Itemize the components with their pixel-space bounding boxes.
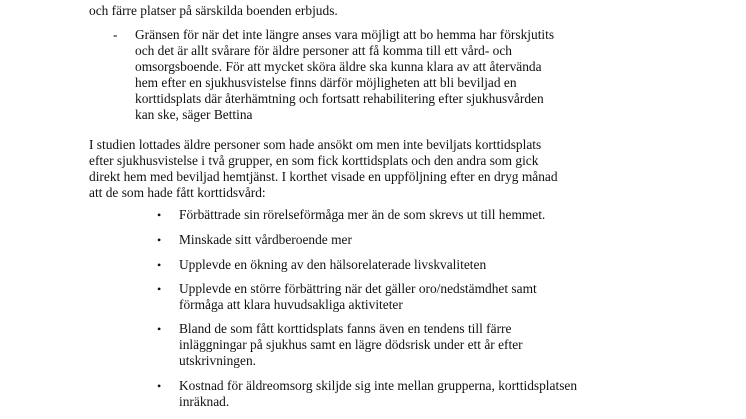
bullet-marker: • <box>157 379 162 393</box>
bullet-line: Upplevde en ökning av den hälsorelaterade livskvaliteten <box>179 257 487 272</box>
bullet-marker: • <box>157 208 162 222</box>
bullet-item <box>179 232 719 248</box>
study-paragraph <box>89 137 709 201</box>
bullet-line: Minskade sitt vårdberoende mer <box>179 232 352 247</box>
bullet-line: inläggningar på sjukhus samt en lägre dödsrisk under ett år efter <box>179 337 523 352</box>
paragraph-line: efter sjukhusvistelse i två grupper, en som fick korttidsplats och den andra som gick <box>89 153 539 168</box>
bullet-marker: • <box>157 258 162 272</box>
bullet-item <box>179 281 719 313</box>
bullet-item <box>179 207 719 223</box>
quote-dash-marker: - <box>113 27 118 42</box>
bullet-item <box>179 257 719 273</box>
quote-line: korttidsplats där återhämtning och fortsatt rehabilitering efter sjukhusvården <box>135 91 544 106</box>
bullet-line: Förbättrade sin rörelseförmåga mer än de som skrevs ut till hemmet. <box>179 207 546 222</box>
quote-line: och det är allt svårare för äldre personer att få komma till ett vård- och <box>135 43 513 58</box>
bullet-marker: • <box>157 233 162 247</box>
quote-line: hem efter en sjukhusvistelse finns därför möjligheten att bli beviljad en <box>135 75 517 90</box>
paragraph-line: att de som hade fått korttidsvård: <box>89 185 266 200</box>
quote-line: kan ske, säger Bettina <box>135 107 253 122</box>
bullet-line: Bland de som fått korttidsplats fanns även en tendens till färre <box>179 321 512 336</box>
quote-block <box>135 27 695 123</box>
bullet-item <box>179 378 719 410</box>
quote-line: omsorgsboende. För att mycket sköra äldre ska kunna klara av att återvända <box>135 59 542 74</box>
quote-line: Gränsen för när det inte längre anses vara möjligt att bo hemma har förskjutits <box>135 27 555 42</box>
paragraph-line: I studien lottades äldre personer som hade ansökt om men inte beviljats korttidsplats <box>89 137 542 152</box>
bullet-marker: • <box>157 322 162 336</box>
bullet-line: Upplevde en större förbättring när det gäller oro/nedstämdhet samt <box>179 281 537 296</box>
bullet-marker: • <box>157 282 162 296</box>
bullet-line: förmåga att klara huvudsakliga aktiviteter <box>179 297 403 312</box>
bullet-item <box>179 321 719 369</box>
bullet-line: utskrivningen. <box>179 353 256 368</box>
bullet-line: Kostnad för äldreomsorg skiljde sig inte mellan grupperna, korttidsplatsen <box>179 378 578 393</box>
paragraph-line: direkt hem med beviljad hemtjänst. I korthet visade en uppföljning efter en dryg månad <box>89 169 558 184</box>
bullet-line: inräknad. <box>179 394 230 409</box>
intro-line-continuation: och färre platser på särskilda boenden erbjuds. <box>89 3 338 18</box>
